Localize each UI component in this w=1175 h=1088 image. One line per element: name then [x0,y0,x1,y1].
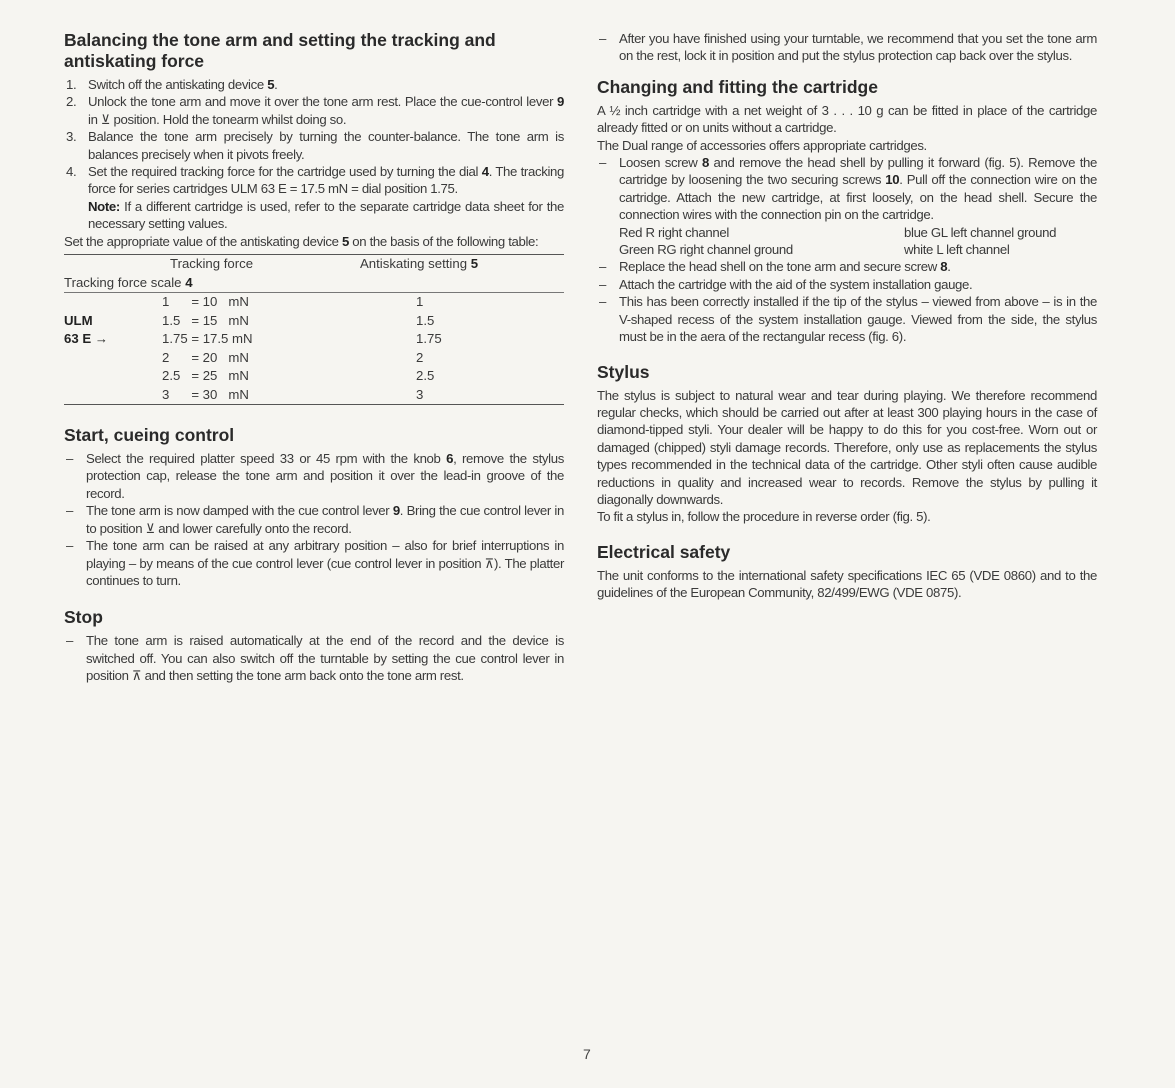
balancing-steps [64,76,564,198]
header-scale: Tracking force scale 4 [64,274,193,290]
table-row-setting: 2.5 [416,368,435,384]
list-item: – This has been correctly installed if the tip of the stylus – viewed from above – is in the V-shaped recess of the system installation gauge. Viewed from the side, the stylus must be in the aera of the rectangular recess (fig. 6). [597,293,1097,345]
table-row-force: 1.5 = 15 mN [162,312,249,328]
63e-label: 63 E → [64,331,108,347]
step-3: 3. Balance the tone arm precisely by turning the counter-balance. The tone arm is balances precisely when it pivots freely. [66,129,564,162]
table-row-setting: 1.75 [416,331,442,347]
list-item: – Loosen screw 8 and remove the head shell by pulling it forward (fig. 5). Remove the cartridge by loosening the two securing screws 10. Pull off the connection wire on the cartridge. Attach the new cartridge, at first loosely, on the head shell. Secure the connection wires with the connection pin on the cartridge. Red R right channel blue GL left channel ground Green RG right channel ground white L left channel [597,154,1097,258]
safety-section [597,542,1097,602]
list-item: – After you have finished using your turntable, we recommend that you set the tone arm on the rest, lock it in position and put the stylus protection cap back over the stylus. [597,30,1097,65]
page-number: 7 [583,1046,591,1062]
list-item: – Replace the head shell on the tone arm and secure screw 8. [597,258,1097,275]
note: Note: If a different cartridge is used, refer to the separate cartridge data sheet for the necessary setting values. [88,198,564,232]
list-item: – The tone arm can be raised at any arbitrary position – also for brief interruptions in playing – by means of the cue control lever (cue control lever in position ⊼). The platter continues to turn. [64,537,564,589]
header-tracking-force: Tracking force [170,256,254,272]
stop-list [64,632,564,684]
table-row-force: 2.5 = 25 mN [162,368,249,384]
stop-section [64,607,564,684]
ulm-label: ULM [64,312,93,328]
table-row-force: 2 = 20 mN [162,349,249,365]
table-row-setting: 3 [416,386,424,402]
balancing-heading: Balancing the tone arm and setting the tracking and antiskating force [64,30,496,71]
stylus-section [597,362,1097,526]
stylus-heading: Stylus [597,361,650,382]
cartridge-section [597,77,1097,346]
cartridge-intro-2: The Dual range of accessories offers appropriate cartridges. [597,137,927,153]
safety-heading: Electrical safety [597,541,731,562]
cueing-section [64,425,564,589]
left-column [64,30,564,685]
cartridge-heading: Changing and fitting the cartridge [597,76,878,97]
antiskating-instruction: Set the appropriate value of the antiskating device 5 on the basis of the following table: [64,233,539,249]
table-row-force: 1 = 10 mN [162,294,249,310]
step-1: 1. Switch off the antiskating device 5. [66,77,278,92]
table-row-setting: 2 [416,349,424,365]
cueing-heading: Start, cueing control [64,425,235,446]
table-row-setting: 1.5 [416,312,435,328]
wire-row: Red R right channel blue GL left channel ground [619,224,1057,240]
stylus-body: The stylus is subject to natural wear and tear during playing. We therefore recommend regular checks, which should be carried out after at least 300 playing hours in the case of diamond-tipped styli. Your dealer will be happy to do this for you cost-free. Worn out or damaged (chipped) styli damage records. Therefore, only use as replacements the stylus types recommended in the technical data of the cartridge. Other styli often cause audible reductions in quality and increased wear to records. Remove the stylus by pulling it diagonally downwards. [597,387,1097,507]
cueing-list [64,450,564,589]
after-use-list [597,30,1097,65]
tracking-force-table [64,254,564,405]
list-item: – The tone arm is now damped with the cue control lever 9. Bring the cue control lever in to position ⊻ and lower carefully onto the record. [64,502,564,537]
right-column [597,30,1097,602]
step-4: 4. Set the required tracking force for the cartridge used by turning the dial 4. The tracking force for series cartridges ULM 63 E = 17.5 mN = dial position 1.75. [66,164,564,197]
stop-heading: Stop [64,607,103,628]
table-row-force: 1.75 = 17.5 mN [162,331,253,347]
list-item: – Attach the cartridge with the aid of the system installation gauge. [597,276,1097,293]
step-2: 2. Unlock the tone arm and move it over the tone arm rest. Place the cue-control lever 9 in ⊻ position. Hold the tonearm whilst doing so. [66,94,564,127]
list-item: – Select the required platter speed 33 or 45 rpm with the knob 6, remove the stylus protection cap, release the tone arm and position it over the lead-in groove of the record. [64,450,564,502]
safety-body: The unit conforms to the international safety specifications IEC 65 (VDE 0860) and to the guidelines of the European Community, 82/499/EWG (VDE 0875). [597,567,1097,601]
table-row-force: 3 = 30 mN [162,386,249,402]
table-row-setting: 1 [416,294,424,310]
cartridge-intro: A ½ inch cartridge with a net weight of 3 . . . 10 g can be fitted in place of the cartridge already fitted or on units without a cartridge. [597,102,1097,136]
header-antiskating: Antiskating setting 5 [360,256,479,272]
wire-row: Green RG right channel ground white L left channel [619,242,1010,258]
stylus-fit: To fit a stylus in, follow the procedure in reverse order (fig. 5). [597,509,931,525]
cartridge-steps [597,154,1097,345]
list-item: – The tone arm is raised automatically at the end of the record and the device is switched off. You can also switch off the turntable by setting the cue control lever in position ⊼ and then setting the tone arm back onto the tone arm rest. [64,632,564,684]
